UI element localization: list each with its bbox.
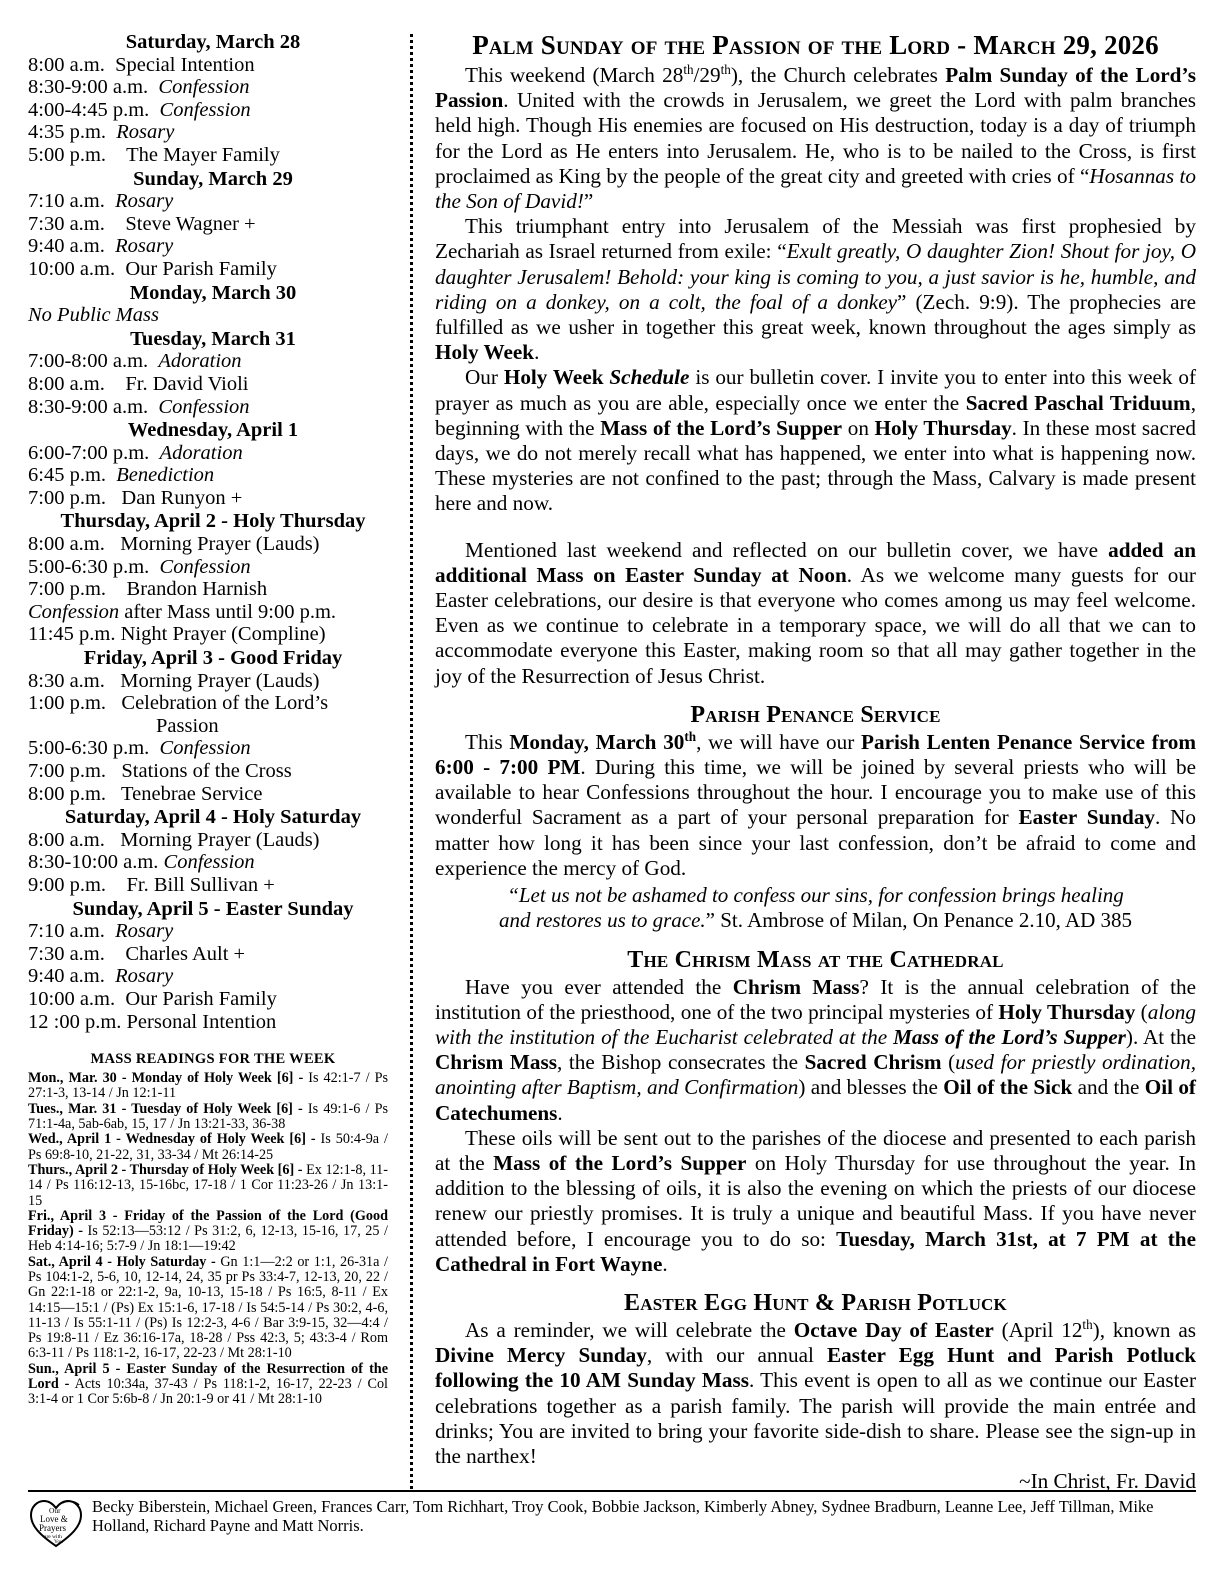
schedule-entry bbox=[28, 396, 398, 419]
paragraph-chrism-oils: These oils will be sent out to the parishes of the diocese and presented to each parish at the Mass of the Lord’s Supper on Holy Thursday for use throughout the year. In addition to the blessing of oils, it is also the evening on which the priests of our diocese renew our priestly promises. It is truly a unique and beautiful Mass. If you have never attended before, I encourage you to do so: Tuesday, March 31st, at 7 PM at the Cathedral in Fort Wayne. bbox=[435, 1125, 1196, 1276]
paragraph-penance-service: This Monday, March 30th, we will have our Parish Lenten Penance Service from 6:00 - 7:00 PM. During this time, we will be joined by several priests who will be available to hear Confessions throughout the hour. I encourage you to make use of this wonderful Sacrament as a part of your personal preparation for Easter Sunday. No matter how long it has been since your last confession, don’t be afraid to come and experience the mercy of God. bbox=[435, 728, 1196, 880]
mass-reading-entry bbox=[28, 1132, 398, 1163]
schedule-entry-time: 6:45 p.m. bbox=[28, 464, 117, 487]
schedule-entry-description: Rosary bbox=[115, 965, 174, 988]
schedule-entry-time: 9:00 p.m. bbox=[28, 873, 127, 896]
schedule-note-text: 11:45 p.m. Night Prayer (Compline) bbox=[28, 623, 326, 646]
schedule-entry-time: 9:40 a.m. bbox=[28, 965, 116, 988]
schedule-entry-description: Confession bbox=[159, 555, 251, 578]
schedule-entry bbox=[28, 487, 398, 510]
schedule-entry-description: Adoration bbox=[159, 441, 243, 464]
schedule-entry-description: Confession bbox=[158, 76, 250, 99]
schedule-entry-time: 12 :00 p.m. bbox=[28, 1010, 127, 1033]
mass-readings-list bbox=[28, 1071, 398, 1408]
mass-reading-entry bbox=[28, 1255, 398, 1362]
schedule-entry-time: 7:00 p.m. bbox=[28, 486, 122, 509]
schedule-entry-description: Rosary bbox=[115, 920, 174, 943]
schedule-entry-description: The Mayer Family bbox=[126, 143, 280, 166]
mass-reading-day-label: Sat., April 4 - Holy Saturday - bbox=[28, 1253, 216, 1270]
schedule-entry-description: Celebration of the Lord’s bbox=[121, 692, 329, 715]
schedule-entry-time: 8:30 a.m. bbox=[28, 669, 121, 692]
mass-reading-day-label: Sun., April 5 - Easter Sunday of the Resurrection of the Lord - bbox=[28, 1360, 388, 1393]
schedule-entry-time: 5:00 p.m. bbox=[28, 143, 127, 166]
schedule-day-heading: Sunday, March 29 bbox=[133, 167, 293, 190]
section-heading-chrism-mass: The Chrism Mass at the Cathedral bbox=[627, 946, 1004, 973]
schedule-entry-description: Confession bbox=[163, 851, 255, 874]
schedule-entry-time: 8:30-10:00 a.m. bbox=[28, 851, 164, 874]
schedule-day-heading: Friday, April 3 - Good Friday bbox=[83, 647, 343, 670]
schedule-entry-time: 7:30 a.m. bbox=[28, 942, 126, 965]
schedule-entry-time: 4:00-4:45 p.m. bbox=[28, 98, 160, 121]
schedule-entry-description: Our Parish Family bbox=[125, 987, 277, 1010]
schedule-entry-time: 8:00 a.m. bbox=[28, 533, 121, 556]
schedule-entry bbox=[28, 54, 398, 77]
schedule-entry-description: Rosary bbox=[116, 121, 175, 144]
schedule-entry-time: 4:35 p.m. bbox=[28, 121, 117, 144]
schedule-entry bbox=[28, 670, 398, 693]
schedule-entry-description: No Public Mass bbox=[28, 304, 159, 327]
schedule-entry-description: Adoration bbox=[158, 350, 242, 373]
schedule-entry bbox=[28, 99, 398, 122]
paragraph-egg-hunt-potluck: As a reminder, we will celebrate the Octave Day of Easter (April 12th), known as Divine Mercy Sunday, with our annual Easter Egg Hunt and Parish Potluck following the 10 AM Sunday Mass. This event is open to all as we continue our Easter celebrations together as a parish family. The parish will provide the main entrée and drinks; You are invited to bring your favorite side-dish to share. Please see the sign-up in the narthex! bbox=[435, 1316, 1197, 1468]
schedule-day-heading: Sunday, April 5 - Easter Sunday bbox=[72, 897, 354, 920]
schedule-note bbox=[28, 623, 398, 646]
schedule-entry bbox=[28, 943, 398, 966]
schedule-entry-continuation: Passion bbox=[156, 714, 219, 737]
schedule-entry-description: Special Intention bbox=[115, 53, 255, 76]
schedule-entry bbox=[28, 235, 398, 258]
schedule-entry-time: 8:00 a.m. bbox=[28, 53, 116, 76]
schedule-entry bbox=[28, 213, 398, 236]
heart-prayers-icon bbox=[28, 1497, 84, 1549]
mass-schedule-column bbox=[28, 30, 410, 1408]
schedule-day-heading: Thursday, April 2 - Holy Thursday bbox=[60, 510, 366, 533]
schedule-entry bbox=[28, 304, 398, 327]
quote-st-ambrose bbox=[435, 883, 1196, 933]
schedule-entry-description: Confession bbox=[159, 737, 251, 760]
quote-line-1: “Let us not be ashamed to confess our sins, for confession brings healing bbox=[507, 883, 1124, 908]
mass-reading-citations: Is 49:1-6 / Ps 71:1-4a, 5ab-6ab, 15, 17 / Jn 13:21-33, 36-38 bbox=[28, 1100, 388, 1133]
mass-reading-entry bbox=[28, 1163, 398, 1209]
schedule-entry bbox=[28, 76, 398, 99]
schedule-day-heading: Saturday, April 4 - Holy Saturday bbox=[64, 806, 362, 829]
schedule-entry-time: 8:00 p.m. bbox=[28, 782, 122, 805]
pastor-signoff: ~In Christ, Fr. David bbox=[1019, 1469, 1196, 1494]
mass-reading-citations: Is 50:4-9a / Ps 69:8-10, 21-22, 31, 33-34 / Mt 26:14-25 bbox=[28, 1131, 388, 1163]
svg-text:You: You bbox=[54, 1539, 63, 1545]
schedule-entry-time: 7:00 p.m. bbox=[28, 578, 127, 601]
schedule-entry-time: 7:30 a.m. bbox=[28, 212, 126, 235]
pastor-letter-column bbox=[413, 30, 1196, 1494]
schedule-entry-description: Personal Intention bbox=[126, 1010, 277, 1033]
schedule-day-heading: Wednesday, April 1 bbox=[127, 419, 299, 442]
schedule-entry-description: Stations of the Cross bbox=[121, 760, 292, 782]
schedule-entry bbox=[28, 533, 398, 556]
schedule-entry-time: 8:00 a.m. bbox=[28, 372, 126, 395]
schedule-entry bbox=[28, 988, 398, 1011]
mass-reading-citations: Acts 10:34a, 37-43 / Ps 118:1-2, 16-17, 22-23 / Col 3:1-4 or 1 Cor 5:6b-8 / Jn 20:1-9 or 41 / Mt 28:1-10 bbox=[28, 1376, 389, 1408]
schedule-entry-description: Confession bbox=[159, 98, 251, 121]
schedule-entry bbox=[28, 920, 398, 943]
schedule-entry-time: 9:40 a.m. bbox=[28, 235, 116, 258]
schedule-entry-description: Dan Runyon + bbox=[121, 486, 243, 509]
schedule-entry bbox=[28, 829, 398, 852]
schedule-entry-description: Fr. David Violi bbox=[125, 372, 249, 395]
schedule-entry bbox=[28, 464, 398, 487]
schedule-entry-time: 1:00 p.m. bbox=[28, 692, 122, 715]
schedule-entry bbox=[28, 121, 398, 144]
schedule-note-emphasis: Confession bbox=[28, 600, 120, 623]
schedule-entry bbox=[28, 144, 398, 167]
mass-reading-citations: Ex 12:1-8, 11-14 / Ps 116:12-13, 15-16bc, 17-18 / 1 Cor 11:23-26 / Jn 13:1-15 bbox=[28, 1161, 388, 1209]
quote-attribution: ” St. Ambrose of Milan, On Penance 2.10, AD 385 bbox=[705, 908, 1133, 933]
two-column-layout bbox=[28, 30, 1197, 1494]
schedule-entry-time: 7:10 a.m. bbox=[28, 190, 116, 213]
mass-reading-citations: Is 42:1-7 / Ps 27:1-3, 13-14 / Jn 12:1-11 bbox=[28, 1070, 388, 1102]
schedule-entry bbox=[28, 190, 398, 213]
paragraph-additional-easter-mass: Mentioned last weekend and reflected on our bulletin cover, we have added an additional Mass on Easter Sunday at Noon. As we welcome many guests for our Easter celebrations, our desire is that everyone who comes among us may feel welcome. Even as we continue to celebrate in a temporary space, we will do all that we can to accommodate everyone this Easter, making room so that all may gather together in the joy of the Resurrection of Jesus Christ. bbox=[435, 537, 1196, 688]
mass-reading-citations: Gn 1:1—2:2 or 1:1, 26-31a / Ps 104:1-2, 5-6, 10, 12-14, 24, 35 pr Ps 33:4-7, 12-13, 20, 22 / Gn 22:1-18 or 22:1-2, 9a, 10-13, 15-18 / Ps 16:5, 8-11 / Ex 14:15—15:1 / (Ps) Ex 15:1-6, 17-18 / Is 54:5-14 / Ps 30:2, 4-6, 11-13 / Is 55:1-11 / (Ps) Is 12:2-3, 4-6 / Bar 3:9-15, 32—4:4 / Ps 19:8-11 / Ez 36:16-17a, 18-28 / Pss 42:3, 5; 43:3-4 / Rom 6:3-11 / Ps 118:1-2, 16-17, 22-23 / Mt 28:1-10 bbox=[28, 1253, 388, 1362]
svg-text:Our: Our bbox=[49, 1506, 61, 1515]
mass-reading-day-label: Fri., April 3 - Friday of the Passion of the Lord (Good Friday) - bbox=[28, 1207, 388, 1240]
schedule-entry-time: 10:00 a.m. bbox=[28, 987, 126, 1010]
schedule-entry bbox=[28, 760, 398, 783]
schedule-entry-description: Rosary bbox=[115, 190, 174, 213]
mass-reading-entry bbox=[28, 1362, 398, 1408]
schedule-entry-description: Rosary bbox=[115, 235, 174, 258]
mass-reading-day-label: Thurs., April 2 - Thursday of Holy Week [6] - bbox=[28, 1161, 303, 1178]
schedule-entry-time: 5:00-6:30 p.m. bbox=[28, 737, 160, 760]
schedule-entry-time: 10:00 a.m. bbox=[28, 257, 126, 280]
schedule-entry-time: 7:00-8:00 a.m. bbox=[28, 350, 159, 373]
schedule-entry-description: Our Parish Family bbox=[125, 257, 277, 280]
schedule-entry-description: Tenebrae Service bbox=[121, 782, 263, 805]
schedule-day-heading: Tuesday, March 31 bbox=[130, 327, 296, 350]
schedule-day-heading: Monday, March 30 bbox=[129, 281, 297, 304]
schedule-entry-time: 7:00 p.m. bbox=[28, 760, 122, 782]
svg-text:Prayers: Prayers bbox=[39, 1523, 66, 1533]
schedule-entry-time: 8:30-9:00 a.m. bbox=[28, 76, 159, 99]
schedule-entry-time: 8:00 a.m. bbox=[28, 828, 121, 851]
schedule-note bbox=[28, 601, 398, 624]
svg-text:are with: are with bbox=[44, 1534, 62, 1540]
footer-row bbox=[28, 1496, 1196, 1549]
schedule-entry bbox=[28, 965, 398, 988]
schedule-entry-description: Morning Prayer (Lauds) bbox=[120, 828, 320, 851]
schedule-entry-time: 7:10 a.m. bbox=[28, 920, 116, 943]
page-title: Palm Sunday of the Passion of the Lord - March 29, 2026 bbox=[472, 30, 1159, 60]
paragraph-chrism-mass-intro: Have you ever attended the Chrism Mass? It is the annual celebration of the institution of the priesthood, one of the two principal mysteries of Holy Thursday (along with the institution of the Eucharist celebrated at the Mass of the Lord’s Supper). At the Chrism Mass, the Bishop consecrates the Sacred Chrism (used for priestly ordination, anointing after Baptism, and Confirmation) and blesses the Oil of the Sick and the Oil of Catechumens. bbox=[435, 974, 1197, 1125]
schedule-entry bbox=[28, 373, 398, 396]
schedule-entry bbox=[28, 556, 398, 579]
paragraph-palm-sunday: This weekend (March 28th/29th), the Church celebrates Palm Sunday of the Lord’s Passion. United with the crowds in Jerusalem, we greet the Lord with palm branches held high. Though His enemies are focused on His destruction, today is a day of triumph for the Lord as He enters into Jerusalem. He, who is to be nailed to the Cross, is first proclaimed as King by the people of the great city and greeted with cries of “Hosannas to the Son of David!” bbox=[435, 61, 1196, 214]
mass-reading-day-label: Wed., April 1 - Wednesday of Holy Week [6] - bbox=[28, 1131, 316, 1148]
schedule-entry bbox=[28, 1011, 398, 1034]
paragraph-zechariah-prophecy: This triumphant entry into Jerusalem of the Messiah was first prophesied by Zechariah as Israel returned from exile: “Exult greatly, O daughter Zion! Shout for joy, O daughter Jerusalem! Behold: your king is coming to you, a just savior is he, humble, and riding on a donkey, on a colt, the foal of a donkey” (Zech. 9:9). The prophecies are fulfilled as we usher in together this great week, known throughout the ages simply as Holy Week. bbox=[435, 214, 1196, 365]
footer-divider-rule bbox=[28, 1490, 1196, 1492]
paragraph-holy-week-schedule: Our Holy Week Schedule is our bulletin cover. I invite you to enter into this week of prayer as much as you are able, especially once we enter the Sacred Paschal Triduum, beginning with the Mass of the Lord’s Supper on Holy Thursday. In these most sacred days, we do not merely recall what has happened, we enter into what is happening now. These mysteries are not confined to the past; through the Mass, Calvary is made present here and now. bbox=[435, 365, 1197, 516]
mass-reading-citations: Is 52:13—53:12 / Ps 31:2, 6, 12-13, 15-16, 17, 25 / Heb 4:14-16; 5:7-9 / Jn 18:1—19:42 bbox=[28, 1223, 388, 1255]
section-heading-easter-egg-hunt: Easter Egg Hunt & Parish Potluck bbox=[624, 1289, 1007, 1316]
prayer-intentions-names: Becky Biberstein, Michael Green, Frances Carr, Tom Richhart, Troy Cook, Bobbie Jackson, Kimberly Abney, Sydnee Bradburn, Leanne Lee, Jeff Tillman, Mike Holland, Richard Payne and Matt Norris. bbox=[92, 1497, 1154, 1535]
schedule-entry-description: Confession bbox=[158, 395, 250, 418]
schedule-entry-time: 5:00-6:30 p.m. bbox=[28, 555, 160, 578]
mass-reading-entry bbox=[28, 1102, 398, 1133]
schedule-entry bbox=[28, 442, 398, 465]
section-heading-parish-penance: Parish Penance Service bbox=[690, 701, 941, 728]
schedule-entry-description: Brandon Harnish bbox=[126, 578, 268, 601]
schedule-entry-time: 8:30-9:00 a.m. bbox=[28, 395, 159, 418]
schedule-entry-description: Morning Prayer (Lauds) bbox=[120, 533, 320, 556]
mass-reading-day-label: Mon., Mar. 30 - Monday of Holy Week [6] - bbox=[28, 1070, 304, 1087]
schedule-entry-description: Steve Wagner + bbox=[125, 212, 256, 235]
svg-text:Love &: Love & bbox=[40, 1514, 68, 1524]
schedule-entry bbox=[28, 578, 398, 601]
mass-reading-entry bbox=[28, 1209, 398, 1255]
schedule-entry bbox=[28, 350, 398, 373]
schedule-entry bbox=[28, 258, 398, 281]
schedule-entry bbox=[28, 737, 398, 760]
mass-readings-title: MASS READINGS FOR THE WEEK bbox=[90, 1051, 336, 1068]
schedule-entry bbox=[28, 851, 398, 874]
schedule-day-heading: Saturday, March 28 bbox=[125, 31, 301, 53]
quote-line-2: and restores us to grace. bbox=[498, 908, 706, 933]
schedule-entry-description: Morning Prayer (Lauds) bbox=[120, 669, 320, 692]
schedule-entry-description: Charles Ault + bbox=[125, 942, 246, 965]
schedule-entry-time: 6:00-7:00 p.m. bbox=[28, 441, 160, 464]
schedule-entry bbox=[28, 692, 398, 715]
prayer-list-footer bbox=[28, 1490, 1196, 1566]
schedule-entry bbox=[28, 783, 398, 806]
schedule-entry-description: Fr. Bill Sullivan + bbox=[126, 873, 275, 896]
schedule-entry-description: Benediction bbox=[116, 464, 215, 487]
mass-reading-day-label: Tues., Mar. 31 - Tuesday of Holy Week [6] - bbox=[28, 1100, 303, 1117]
mass-reading-entry bbox=[28, 1071, 398, 1102]
schedule-entry bbox=[28, 874, 398, 897]
schedule-note-text: after Mass until 9:00 p.m. bbox=[119, 600, 337, 623]
mass-schedule-list bbox=[28, 30, 398, 1033]
